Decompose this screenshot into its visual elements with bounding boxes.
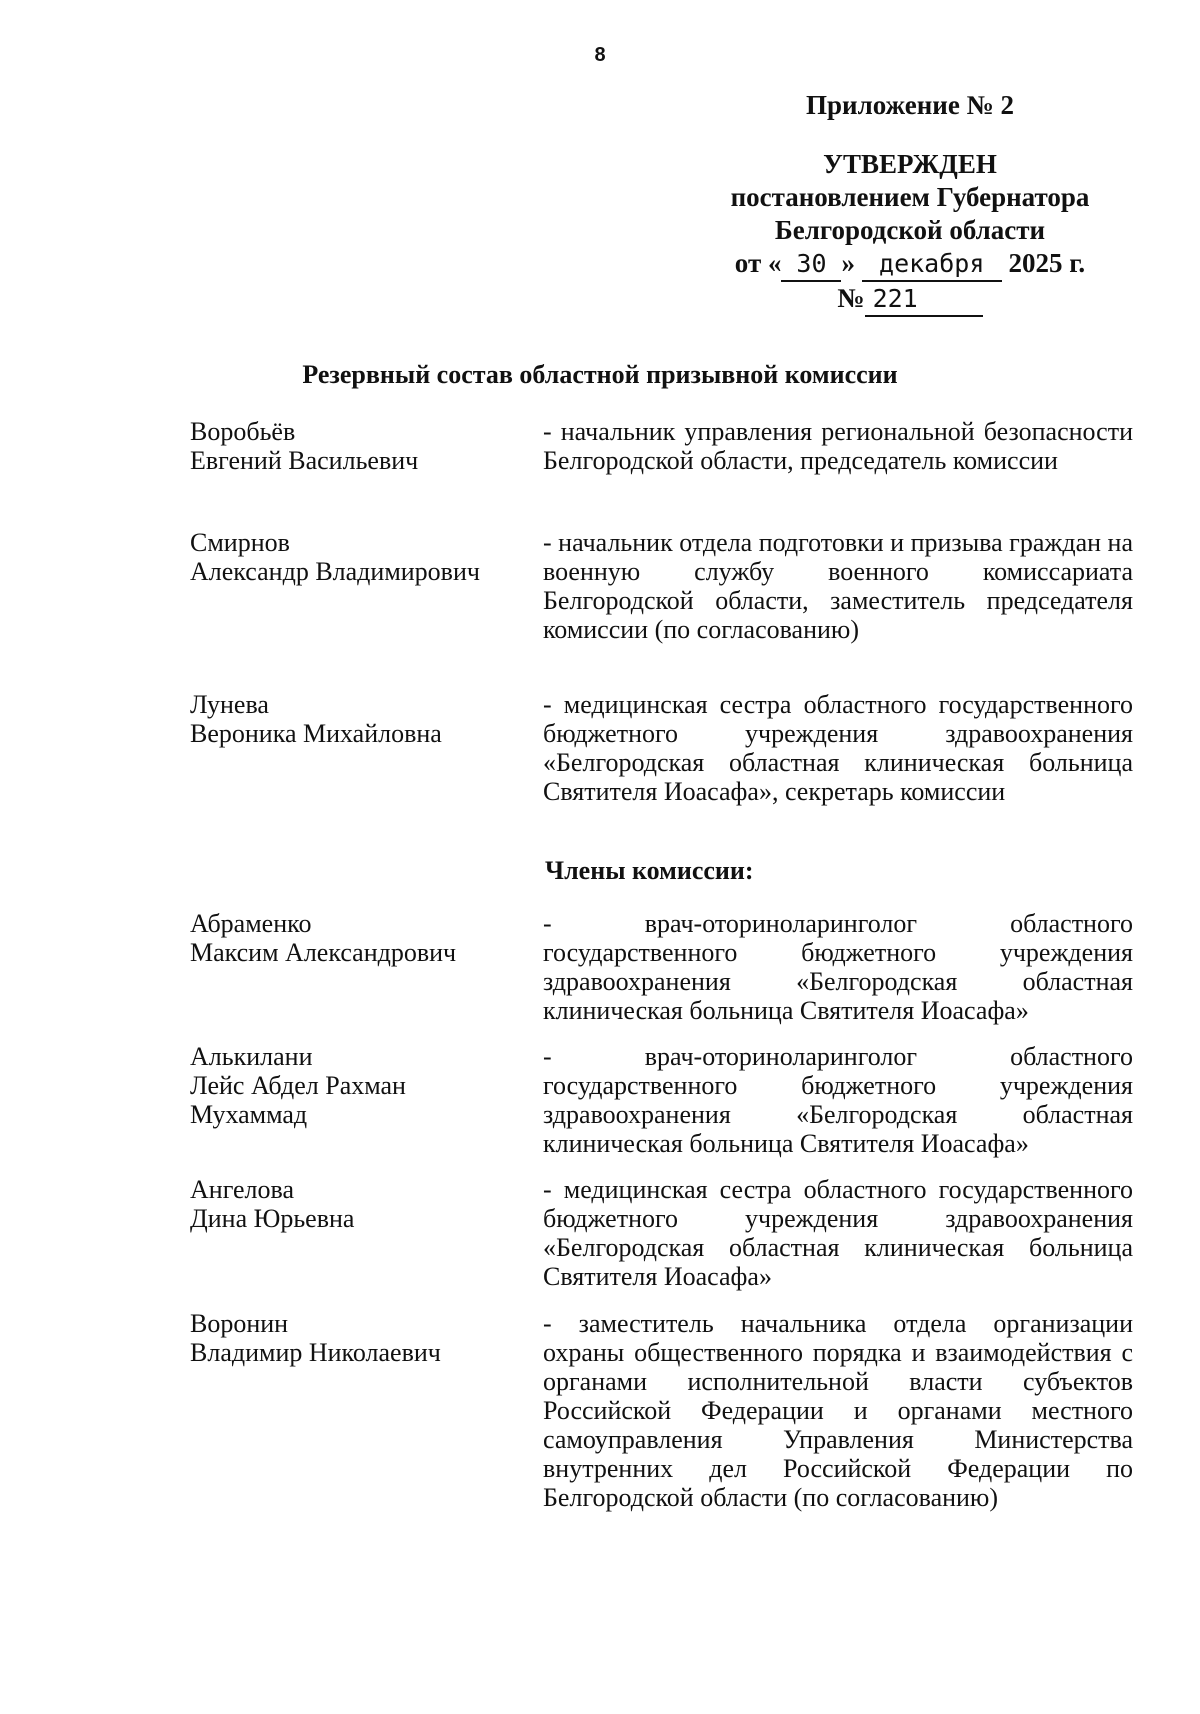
members-heading: Члены комиссии: <box>545 856 754 885</box>
number-value: 221 <box>865 282 983 317</box>
member-name: Алькилани Лейс Абдел Рахман Мухаммад <box>190 1042 406 1129</box>
member-role: - медицинская сестра областного государственного бюджетного учреждения здравоохранения «Белгородская областная клиническая больница Святителя Иоасафа», секретарь комиссии <box>543 690 1133 806</box>
approval-line-3: Белгородской области <box>774 215 1046 245</box>
member-role: - врач-оториноларинголог областного государственного бюджетного учреждения здравоохранения «Белгородская областная клиническая больница Святителя Иоасафа» <box>543 909 1133 1025</box>
approval-block <box>690 148 1130 317</box>
member-role: - врач-оториноларинголог областного государственного бюджетного учреждения здравоохранения «Белгородская областная клиническая больница Святителя Иоасафа» <box>543 1042 1133 1158</box>
approval-date <box>690 247 1130 282</box>
date-mid: » <box>841 248 855 278</box>
date-year: 2025 г. <box>1008 248 1086 278</box>
member-role: - начальник управления региональной безопасности Белгородской области, председатель комиссии <box>543 417 1133 475</box>
appendix-label: Приложение № 2 <box>806 90 1014 120</box>
approval-number <box>690 282 1130 317</box>
member-name: Лунева Вероника Михайловна <box>190 690 442 748</box>
date-month: декабря <box>862 247 1002 282</box>
date-prefix: от « <box>734 248 782 278</box>
member-name: Ангелова Дина Юрьевна <box>190 1175 355 1233</box>
approval-heading: УТВЕРЖДЕН <box>823 149 997 179</box>
member-role: - заместитель начальника отдела организации охраны общественного порядка и взаимодействия с органами исполнительной власти субъектов Российской Федерации и органами местного самоуправления Управления Министерства внутренних дел Российской Федерации по Белгородской области (по согласованию) <box>543 1309 1133 1512</box>
member-name: Воробьёв Евгений Васильевич <box>190 417 419 475</box>
member-role: - медицинская сестра областного государственного бюджетного учреждения здравоохранения «Белгородская областная клиническая больница Святителя Иоасафа» <box>543 1175 1133 1291</box>
page-number: 8 <box>594 44 606 66</box>
approval-line-2: постановлением Губернатора <box>730 182 1090 212</box>
date-day: 30 <box>781 247 841 282</box>
member-name: Смирнов Александр Владимирович <box>190 528 480 586</box>
member-name: Воронин Владимир Николаевич <box>190 1309 441 1367</box>
member-role: - начальник отдела подготовки и призыва граждан на военную службу военного комиссариата Белгородской области, заместитель председателя комиссии (по согласованию) <box>543 528 1133 644</box>
document-title: Резервный состав областной призывной комиссии <box>302 360 898 389</box>
number-prefix: № <box>837 283 865 313</box>
member-name: Абраменко Максим Александрович <box>190 909 457 967</box>
